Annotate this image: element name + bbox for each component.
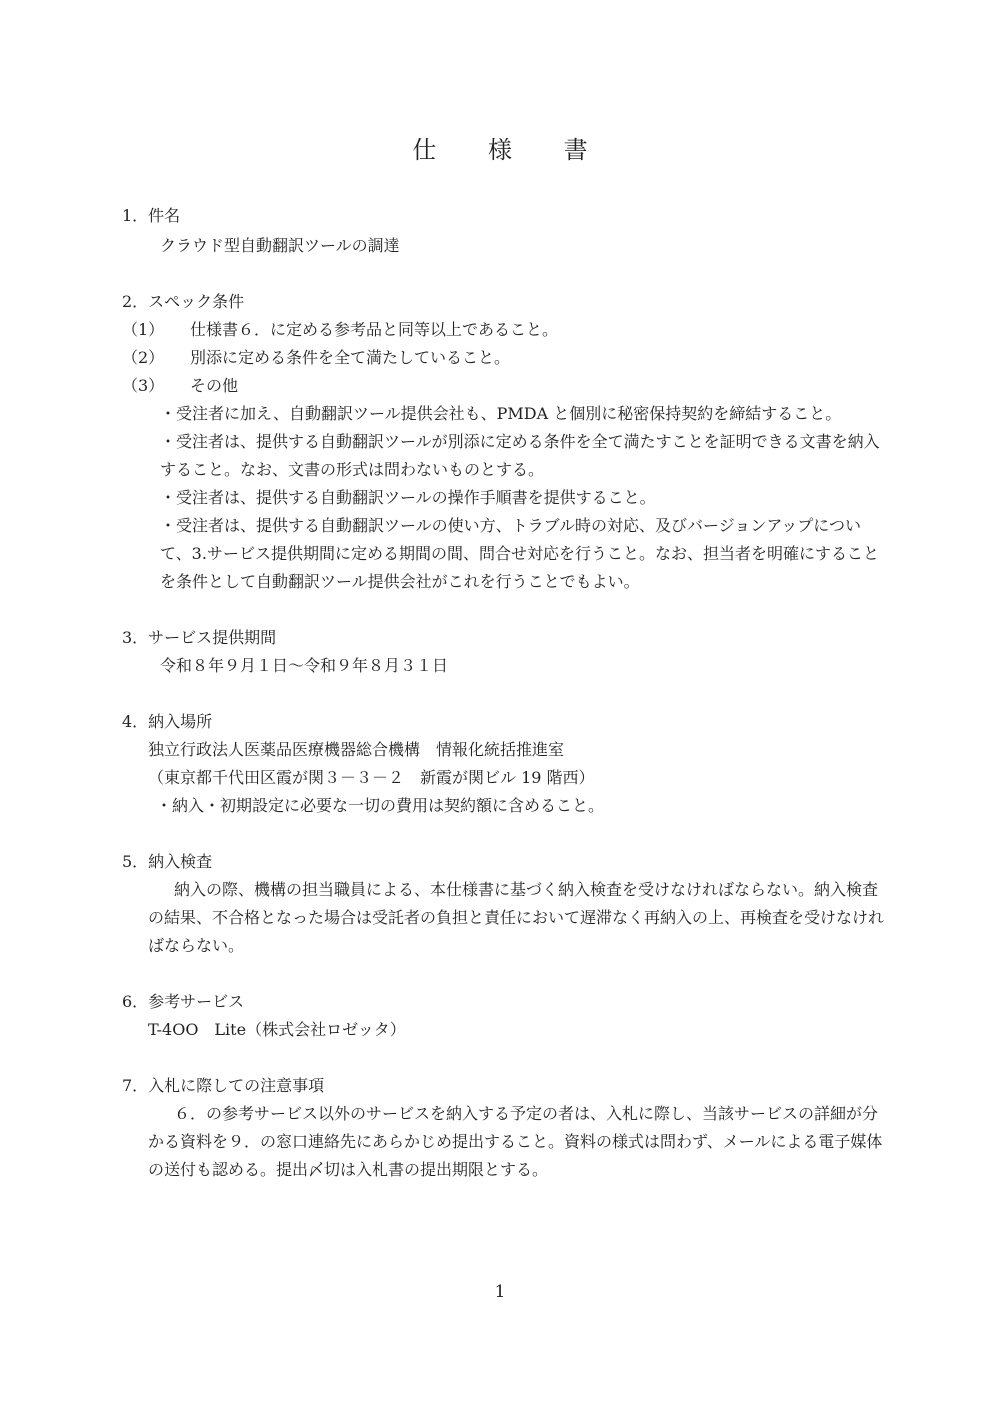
spec-item-number: （1） xyxy=(122,320,165,339)
bid-notes-body: ６．の参考サービス以外のサービスを納入する予定の者は、入札に際し、当該サービスの詳細が分かる資料を９．の窓口連絡先にあらかじめ提出すること。資料の様式は問わず、メールによる電子媒体の送付も認める。提出〆切は入札書の提出期限とする。 xyxy=(148,1104,883,1179)
section-1-heading: 1．件名 xyxy=(122,206,181,225)
spec-item-number: （2） xyxy=(122,348,165,367)
spec-item-text: 別添に定める条件を全て満たしていること。 xyxy=(190,348,511,367)
bullet-item: ・受注者は、提供する自動翻訳ツールの操作手順書を提供すること。 xyxy=(160,488,656,507)
delivery-address: （東京都千代田区霞が関３－３－２ 新霞が関ビル 19 階西） xyxy=(148,768,595,787)
section-6-heading: 6．参考サービス xyxy=(122,992,245,1011)
spec-item-text: 仕様書６．に定める参考品と同等以上であること。 xyxy=(190,320,559,339)
page-number: 1 xyxy=(494,1282,506,1302)
bullet-item: ・受注者は、提供する自動翻訳ツールの使い方、トラブル時の対応、及びバージョンアップについて、3.サービス提供期間に定める期間の間、問合せ対応を行うこと。なお、担当者を明確にすることを条件として自動翻訳ツール提供会社がこれを行うことでもよい。 xyxy=(160,516,879,591)
service-period: 令和８年９月１日～令和９年８月３１日 xyxy=(160,656,449,675)
section-3-heading: 3．サービス提供期間 xyxy=(122,628,277,647)
delivery-note: ・納入・初期設定に必要な一切の費用は契約額に含めること。 xyxy=(156,796,605,815)
section-7-heading: 7．入札に際しての注意事項 xyxy=(122,1076,325,1095)
spec-item-text: その他 xyxy=(190,376,239,395)
spec-item-number: （3） xyxy=(122,376,165,395)
section-5-heading: 5．納入検査 xyxy=(122,852,213,871)
section-2-heading: 2．スペック条件 xyxy=(122,292,245,311)
inspection-body: 納入の際、機構の担当職員による、本仕様書に基づく納入検査を受けなければならない。納入検査の結果、不合格となった場合は受託者の負担と責任において遅滞なく再納入の上、再検査を受けなければならない。 xyxy=(148,880,885,955)
bullet-item: ・受注者は、提供する自動翻訳ツールが別添に定める条件を全て満たすことを証明できる文書を納入すること。なお、文書の形式は問わないものとする。 xyxy=(160,432,880,479)
section-4-heading: 4．納入場所 xyxy=(122,712,213,731)
delivery-place: 独立行政法人医薬品医療機器総合機構 情報化統括推進室 xyxy=(148,740,565,759)
bullet-item: ・受注者に加え、自動翻訳ツール提供会社も、PMDA と個別に秘密保持契約を締結すること。 xyxy=(160,404,842,423)
section-1-body: クラウド型自動翻訳ツールの調達 xyxy=(160,236,400,255)
page-title: 仕 様 書 xyxy=(412,136,610,164)
reference-service: T-4OO Lite（株式会社ロゼッタ） xyxy=(148,1020,406,1039)
